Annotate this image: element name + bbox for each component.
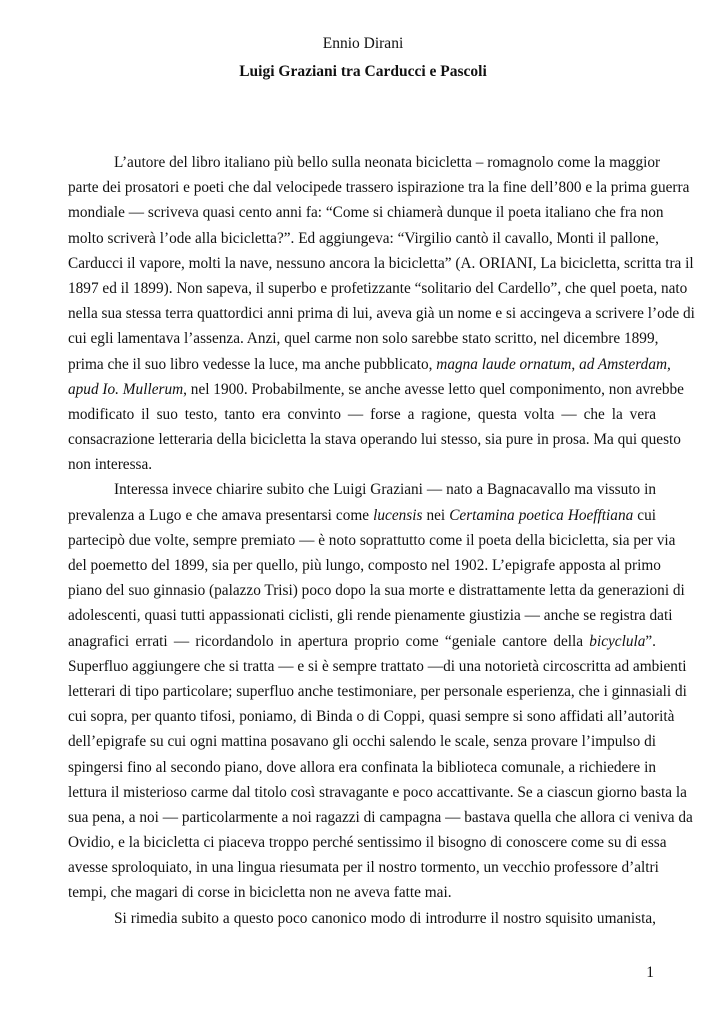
text-line: Si rimedia subito a questo poco canonico modo di introdurre il nostro squisito umanista, (114, 909, 656, 927)
text-line: modificato il suo testo, tanto era convinto — forse a ragione, questa volta — che la vera (68, 405, 656, 423)
text-line: Interessa invece chiarire subito che Luigi Graziani — nato a Bagnacavallo ma vissuto in (114, 481, 656, 499)
text-run: , nel 1900. Probabilmente, se anche avesse letto quel componimento, non avrebbe (183, 380, 684, 398)
text-line: cui sopra, per quanto tifosi, poniamo, di Binda o di Coppi, quasi sempre si sono affidati all’autorità (68, 708, 675, 726)
text-line (68, 503, 656, 528)
text-line: piano del suo ginnasio (palazzo Trisi) poco dopo la sua morte e distrattamente letta da generazioni di (68, 582, 685, 600)
text-line: partecipò due volte, sempre premiato — è noto soprattutto come il poeta della bicicletta, sia per via (68, 531, 676, 549)
text-line: L’autore del libro italiano più bello sulla neonata bicicletta – romagnolo come la maggior (114, 154, 661, 171)
document-title: Luigi Graziani tra Carducci e Pascoli (239, 63, 487, 80)
text-run: cui (633, 506, 656, 524)
text-line (68, 377, 684, 402)
text-line: mondiale — scriveva quasi cento anni fa: “Come si chiamerà dunque il poeta italiano che fra non (68, 204, 664, 222)
text-line: avesse sproloquiato, in una lingua riesumata per il nostro tormento, un vecchio professore d’altri (68, 859, 659, 877)
text-line: nella sua stessa terra quattordici anni prima di lui, aveva già un nome e si accingeva a scrivere l’ode di (68, 305, 695, 323)
italic-run: ad Amsterdam, (579, 355, 671, 373)
text-line (68, 629, 656, 654)
paragraph-1 (68, 150, 695, 477)
text-run: ”. (645, 632, 656, 650)
body-text (68, 150, 695, 931)
text-run: , (571, 355, 580, 373)
italic-run: apud Io. Mullerum (68, 380, 184, 398)
text-line: parte dei prosatori e poeti che dal velocipede trassero ispirazione tra la fine dell’800 e la prima guerra (68, 179, 690, 197)
italic-run: Certamina poetica Hoefftiana (449, 506, 634, 524)
text-line: Superfluo aggiungere che si tratta — e si è sempre trattato —di una notorietà circoscritta ad ambienti (68, 657, 687, 675)
text-line: consacrazione letteraria della bicicletta la stava operando lui stesso, sia pure in prosa. Ma qui questo (68, 431, 681, 449)
text-line: lettura il misterioso carme dal titolo così stravagante e poco accattivante. Se a ciascun giorno basta la (68, 783, 687, 801)
text-line: letterari di tipo particolare; superfluo anche testimoniare, per personale esperienza, che i ginnasiali di (68, 682, 687, 700)
text-line: non interessa. (68, 456, 153, 474)
text-line: spingersi fino al secondo piano, dove allora era confinata la biblioteca comunale, a richiedere in (68, 758, 656, 776)
text-line: Ovidio, e la bicicletta ci piaceva troppo perché sentissimo il bisogno di conoscere come su di essa (68, 834, 667, 852)
paragraph-3 (68, 906, 656, 931)
text-line: sua pena, a noi — particolarmente a noi ragazzi di campagna — bastava quella che allora ci veniva da (68, 808, 693, 826)
text-line (68, 352, 671, 377)
italic-run: bicyclula (589, 632, 646, 650)
text-line: tempi, che magari di corse in bicicletta non ne aveva fatte mai. (68, 884, 452, 902)
text-line: 1897 ed il 1899). Non sapeva, il superbo e profetizzante “solitario del Cardello”, che quel poeta, nato (68, 279, 688, 297)
text-run: prima che il suo libro vedesse la luce, ma anche pubblicato, (68, 355, 437, 373)
page-number: 1 (646, 964, 654, 981)
text-line: molto scriverà l’ode alla bicicletta?”. Ed aggiungeva: “Virgilio cantò il cavallo, Monti il pallone, (68, 229, 659, 247)
author-name: Ennio Dirani (322, 35, 404, 52)
italic-run: lucensis (373, 506, 423, 524)
text-run: nei (422, 506, 450, 524)
text-run: anagrafici errati — ricordandolo in apertura proprio come “geniale cantore della (68, 632, 590, 650)
text-run: prevalenza a Lugo e che amava presentarsi come (68, 506, 374, 524)
text-line: adolescenti, quasi tutti appassionati ciclisti, gli rende pienamente giustizia — anche se registra dati (68, 607, 673, 625)
text-line: cui egli lamentava l’assenza. Anzi, quel carme non solo sarebbe stato scritto, nel dicembre 1899, (68, 330, 659, 348)
italic-run: magna laude ornatum (436, 355, 572, 373)
text-line: del poemetto del 1899, sia per quello, più lungo, composto nel 1902. L’epigrafe apposta al primo (68, 557, 661, 574)
text-line: Carducci il vapore, molti la nave, nessuno ancora la bicicletta” (A. ORIANI, La bicicletta, scritta tra il (68, 254, 694, 272)
paragraph-2 (68, 477, 693, 905)
text-line: dell’epigrafe su cui ogni mattina posavano gli occhi salendo le scale, senza provare l’impulso di (68, 733, 656, 751)
